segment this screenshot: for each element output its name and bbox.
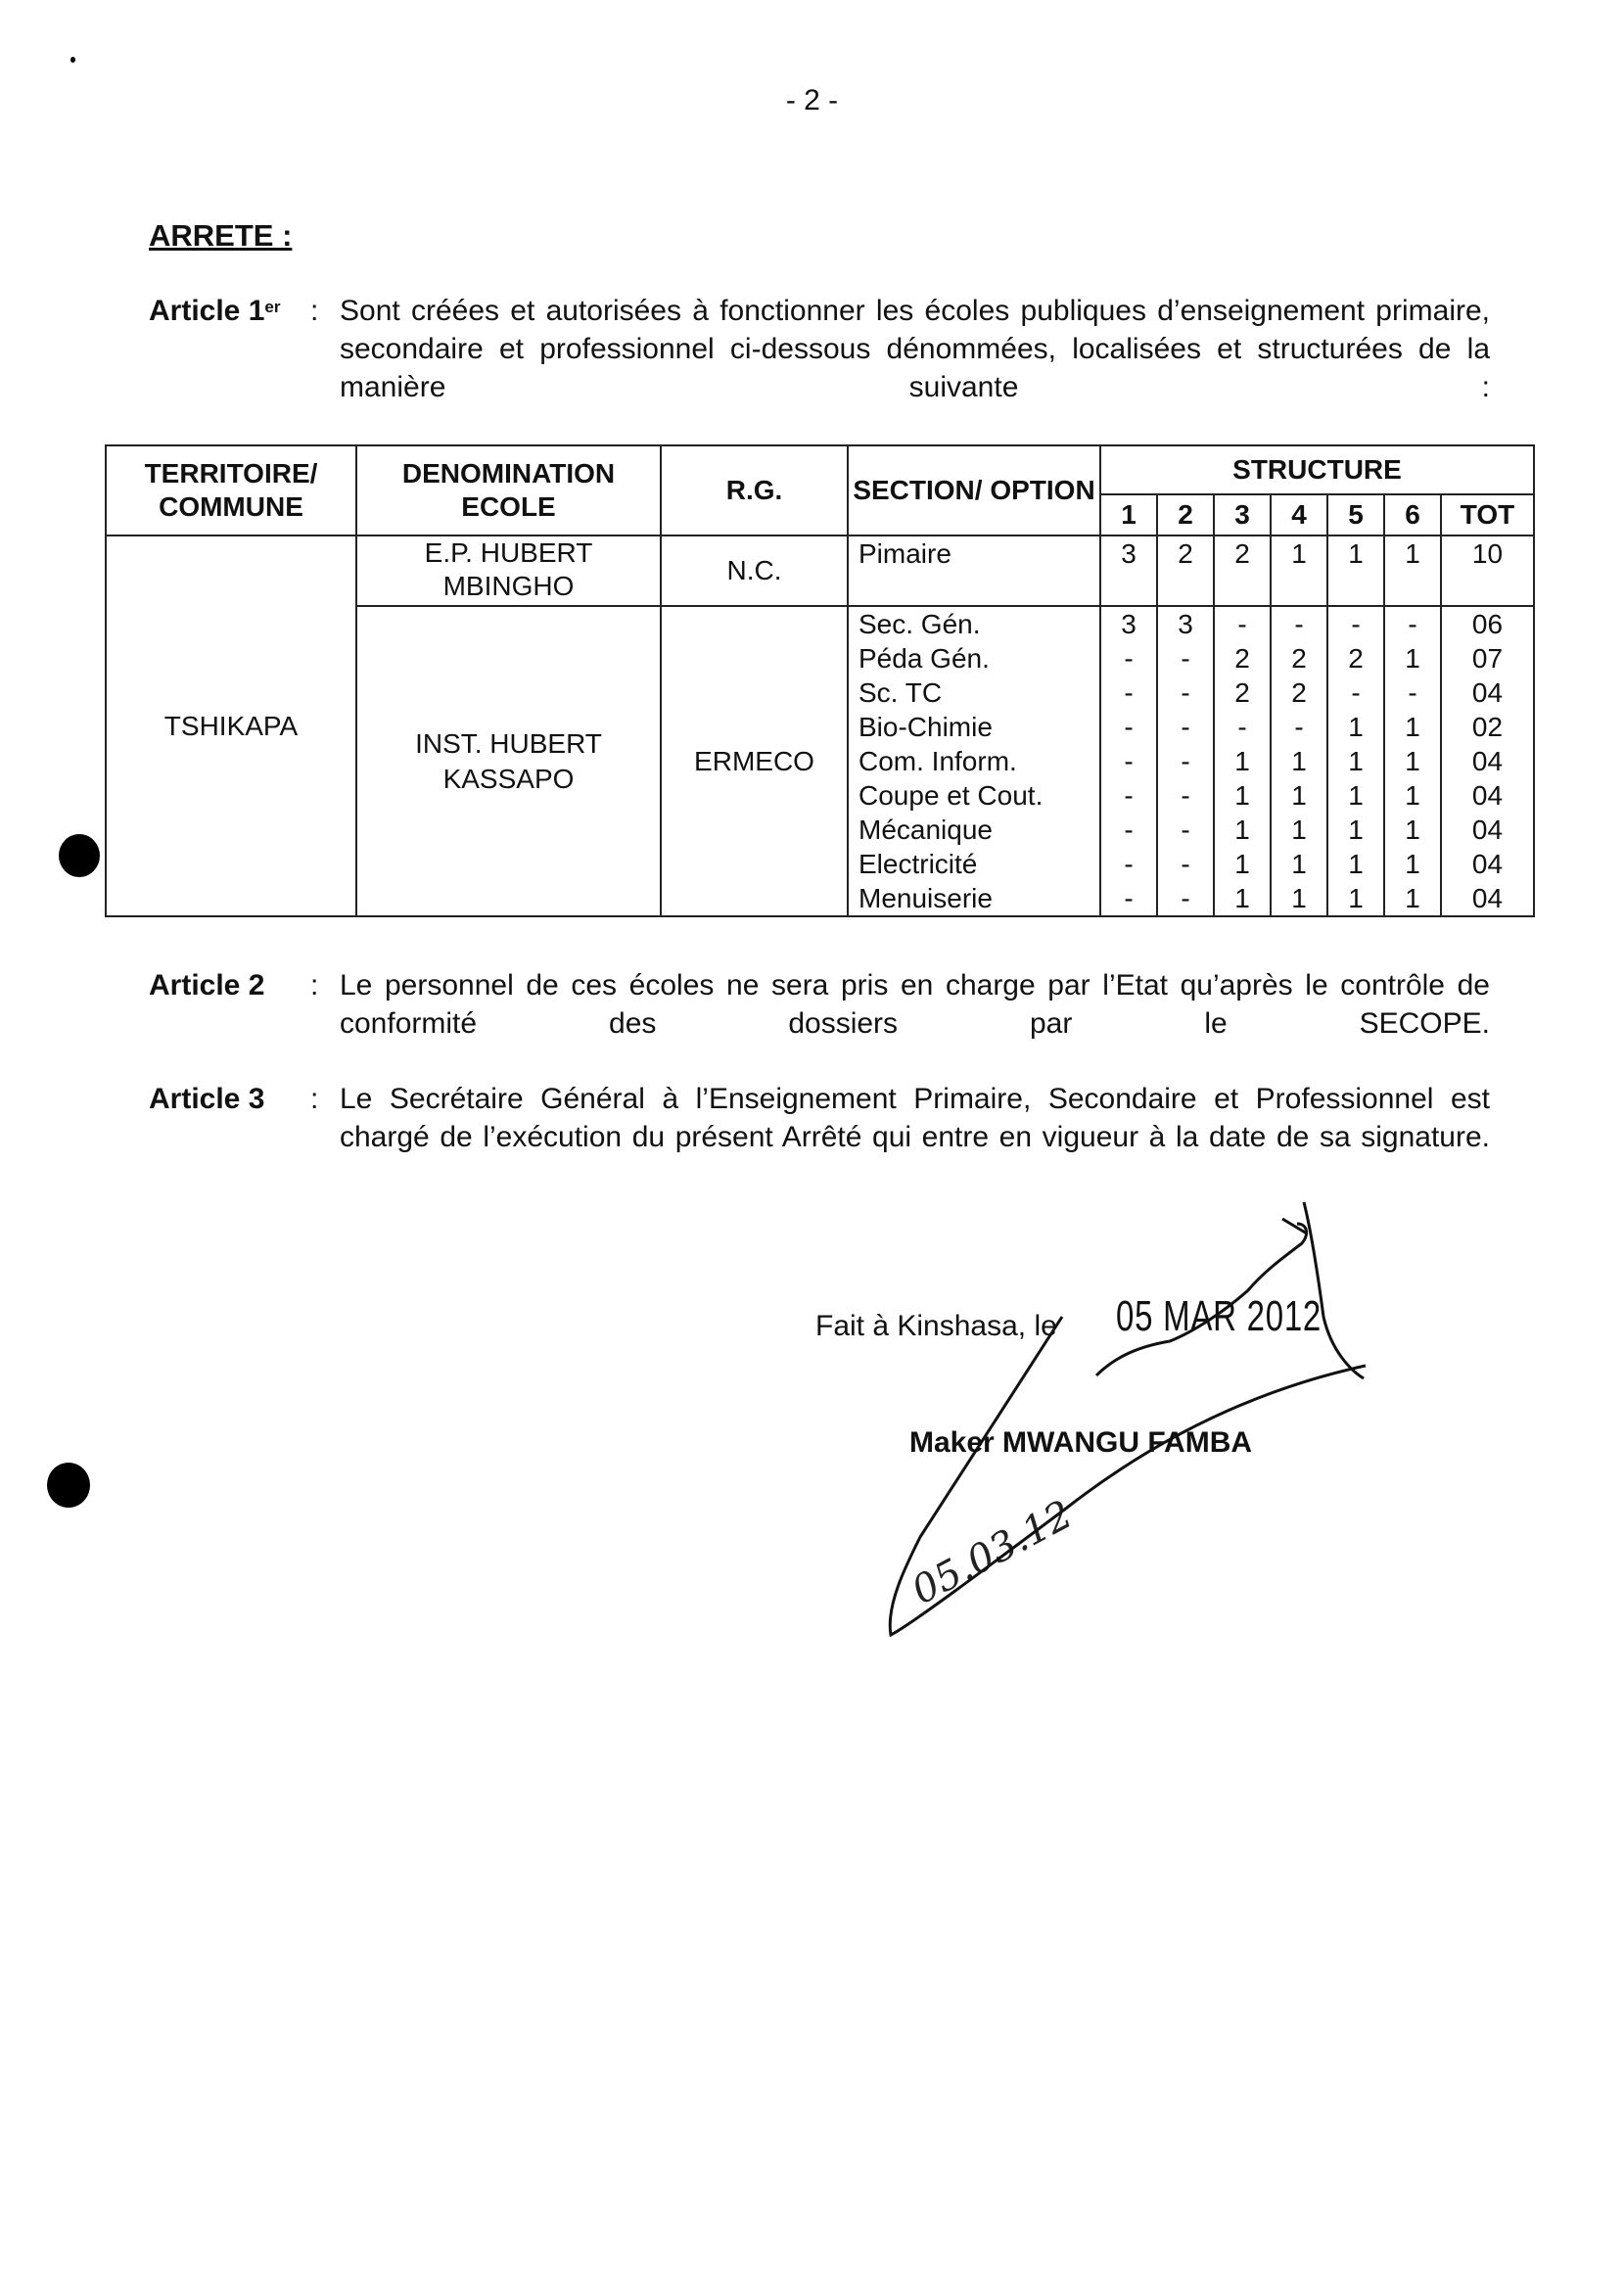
value-cell: 3 [1100,536,1157,606]
header-denomination: DENOMINATION ECOLE [356,445,661,536]
value-cell: 1 [1214,847,1271,881]
article-1-superscript: er [264,298,281,316]
value-cell: - [1100,813,1157,847]
value-cell: - [1157,744,1214,778]
option-cell: Bio-Chimie [848,710,1100,744]
total-cell: 04 [1441,675,1534,710]
school-2-name: INST. HUBERT KASSAPO [356,606,661,916]
value-cell: 1 [1271,881,1327,916]
value-cell: - [1384,606,1441,641]
value-cell: 1 [1271,813,1327,847]
option-cell: Sc. TC [848,675,1100,710]
article-2-text: Le personnel de ces écoles ne sera pris en charge par l’Etat qu’après le contrôle de conformité des dossiers par le SECOPE. [340,969,1490,1040]
value-cell: 1 [1384,881,1441,916]
school-2-rg: ERMECO [661,606,848,916]
article-1-colon: : [310,295,319,327]
value-cell: 3 [1157,606,1214,641]
value-cell: 2 [1214,536,1271,606]
value-cell: 1 [1271,744,1327,778]
value-cell: 1 [1327,778,1384,813]
school-1-rg: N.C. [661,536,848,606]
value-cell: - [1327,606,1384,641]
header-col-3: 3 [1214,494,1271,536]
value-cell: 2 [1271,675,1327,710]
value-cell: 1 [1327,744,1384,778]
value-cell: - [1100,675,1157,710]
value-cell: - [1214,710,1271,744]
value-cell: 1 [1214,881,1271,916]
territoire-cell: TSHIKAPA [106,536,356,916]
total-cell: 06 [1441,606,1534,641]
value-cell: 2 [1157,536,1214,606]
total-cell: 04 [1441,813,1534,847]
date-stamp: 05 MAR 2012 [1116,1292,1322,1340]
total-cell: 04 [1441,881,1534,916]
value-cell: - [1157,847,1214,881]
option-cell: Com. Inform. [848,744,1100,778]
value-cell: 1 [1384,847,1441,881]
value-cell: - [1100,744,1157,778]
total-cell: 07 [1441,641,1534,675]
punch-hole-upper [59,834,100,877]
article-3-colon: : [310,1083,319,1115]
value-cell: 1 [1214,744,1271,778]
option-cell: Menuiserie [848,881,1100,916]
header-col-4: 4 [1271,494,1327,536]
header-territoire: TERRITOIRE/ COMMUNE [106,445,356,536]
value-cell: 1 [1271,536,1327,606]
value-cell: 1 [1271,778,1327,813]
signer-name: Maker MWANGU FAMBA [909,1426,1253,1459]
value-cell: 1 [1327,710,1384,744]
header-col-1: 1 [1100,494,1157,536]
value-cell: 3 [1100,606,1157,641]
value-cell: 1 [1384,778,1441,813]
punch-hole-lower [47,1463,90,1508]
value-cell: 1 [1327,847,1384,881]
value-cell: 1 [1214,778,1271,813]
article-3-label: Article 3 [149,1083,265,1115]
option-cell: Sec. Gén. [848,606,1100,641]
value-cell: - [1100,881,1157,916]
value-cell: - [1100,710,1157,744]
total-cell: 10 [1441,536,1534,606]
header-section: SECTION/ OPTION [848,445,1100,536]
total-cell: 04 [1441,847,1534,881]
value-cell: 1 [1384,813,1441,847]
total-cell: 04 [1441,778,1534,813]
value-cell: 1 [1327,813,1384,847]
header-rg: R.G. [661,445,848,536]
value-cell: 1 [1384,744,1441,778]
value-cell: - [1271,710,1327,744]
total-cell: 04 [1441,744,1534,778]
value-cell: - [1157,813,1214,847]
value-cell: - [1157,710,1214,744]
header-col-5: 5 [1327,494,1384,536]
header-col-tot: TOT [1441,494,1534,536]
article-1-label: Article 1 [149,295,265,327]
value-cell: 2 [1214,675,1271,710]
value-cell: - [1384,675,1441,710]
article-1-text: Sont créées et autorisées à fonctionner les écoles publiques d’enseignement primaire, secondaire et professionnel ci-dessous dénommées, localisées et structurées de la manière suivante : [340,295,1490,403]
value-cell: - [1100,641,1157,675]
article-3-text: Le Secrétaire Général à l’Enseignement Primaire, Secondaire et Professionnel est chargé de l’exécution du présent Arrêté qui entre en vigueur à la date de sa signature. [340,1083,1490,1153]
value-cell: 2 [1214,641,1271,675]
header-structure: STRUCTURE [1100,445,1534,494]
value-cell: 1 [1327,881,1384,916]
page-number: - 2 - [785,84,839,116]
value-cell: - [1271,606,1327,641]
value-cell: 1 [1214,813,1271,847]
option-cell: Pimaire [848,536,1100,606]
place-date-line: Fait à Kinshasa, le [815,1310,1057,1342]
value-cell: 1 [1271,847,1327,881]
article-2-colon: : [310,969,319,1001]
document-heading: ARRETE : [149,218,293,253]
value-cell: 1 [1384,641,1441,675]
total-cell: 02 [1441,710,1534,744]
option-cell: Coupe et Cout. [848,778,1100,813]
value-cell: 2 [1327,641,1384,675]
value-cell: 1 [1327,536,1384,606]
value-cell: 1 [1384,710,1441,744]
value-cell: - [1214,606,1271,641]
value-cell: - [1327,675,1384,710]
value-cell: - [1157,675,1214,710]
value-cell: - [1100,847,1157,881]
article-2-label: Article 2 [149,969,265,1001]
value-cell: - [1100,778,1157,813]
school-1-name: E.P. HUBERT MBINGHO [356,536,661,606]
speck-mark [70,57,75,63]
value-cell: 2 [1271,641,1327,675]
value-cell: - [1157,881,1214,916]
value-cell: 1 [1384,536,1441,606]
handwritten-date: 05.03.12 [905,1492,1081,1614]
option-cell: Electricité [848,847,1100,881]
option-cell: Péda Gén. [848,641,1100,675]
option-cell: Mécanique [848,813,1100,847]
header-col-2: 2 [1157,494,1214,536]
value-cell: - [1157,641,1214,675]
value-cell: - [1157,778,1214,813]
header-col-6: 6 [1384,494,1441,536]
